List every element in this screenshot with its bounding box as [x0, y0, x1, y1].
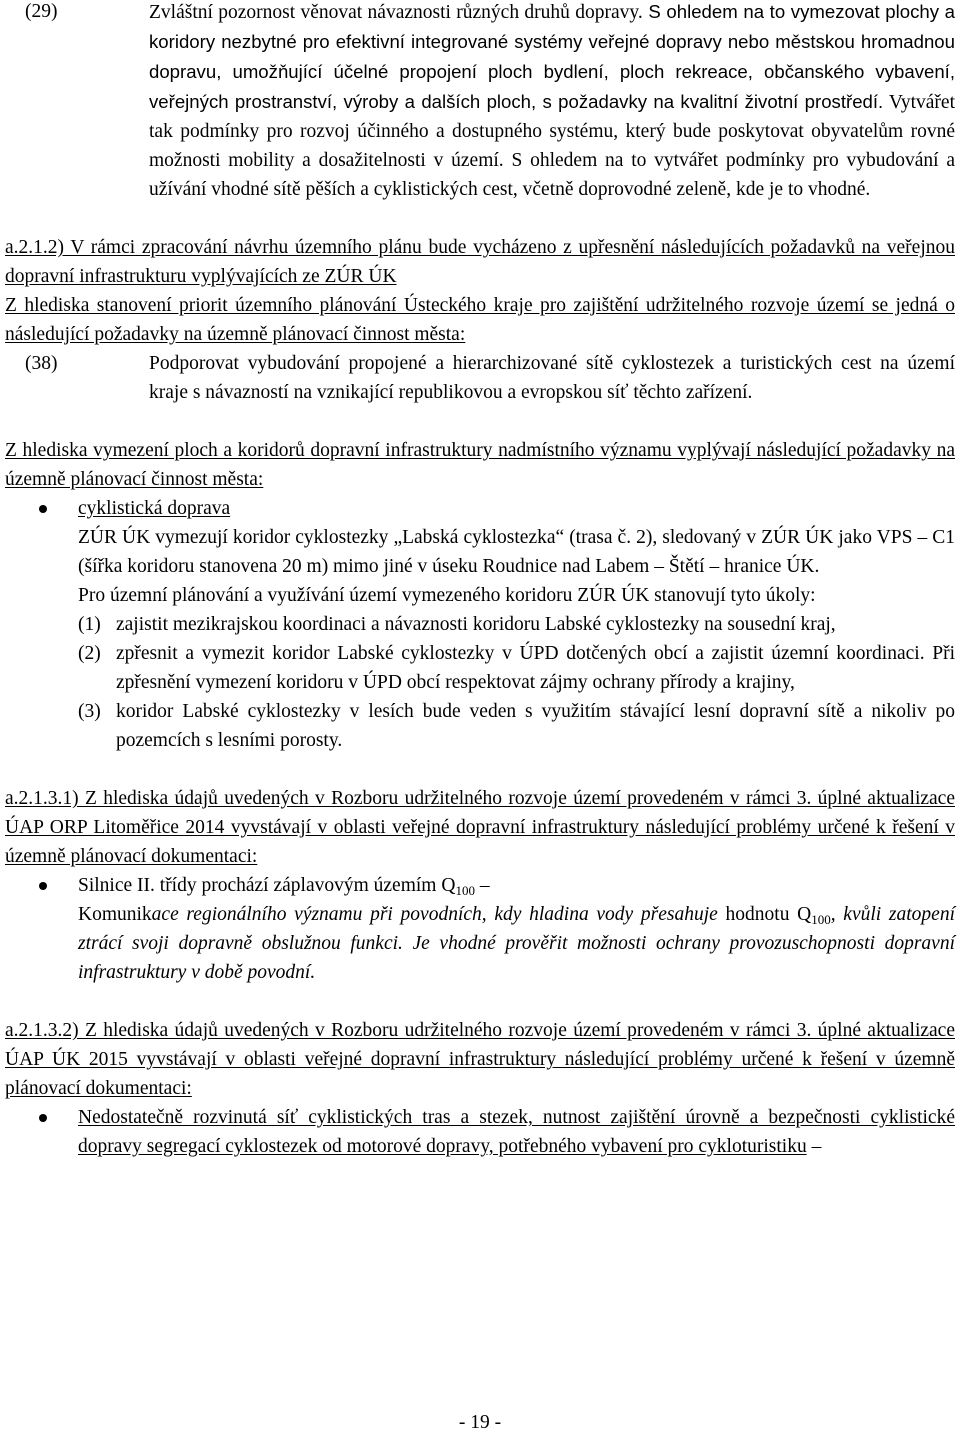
- paragraph-number: (29): [25, 1, 58, 22]
- bullet-item: [5, 494, 955, 523]
- task-item: [5, 639, 955, 697]
- bullet-label: cyklistická doprava: [78, 498, 231, 519]
- body-text: hodnotu Q: [717, 904, 812, 925]
- bullet-label: Nedostatečně rozvinutá síť cyklistických tras a stezek, nutnost zajištění úrovně a bezpečnosti cyklistické dopravy segregací cyklostezek od motorové dopravy, potřebného vybavení pro cykloturistiku: [78, 1107, 955, 1157]
- paragraph-text: S ohledem na to vytvářet podmínky pro vybudování a užívání vhodné sítě pěších a cyklistických cest, včetně doprovodné zeleně, kde je to vhodné.: [149, 150, 955, 200]
- section-subheading: Z hlediska vymezení ploch a koridorů dopravní infrastruktury nadmístního významu vyplývají následující požadavky na územně plánovací činnost města:: [5, 440, 955, 490]
- paragraph-text: Podporovat vybudování propojené a hierarchizované sítě cyklostezek a turistických cest na území kraje s návazností na vznikající republikovou a evropskou síť těchto zařízení.: [149, 353, 955, 403]
- task-number: (3): [78, 701, 101, 722]
- dash: –: [474, 875, 490, 896]
- task-item: [5, 697, 955, 755]
- section-heading: a.2.1.3.1) Z hlediska údajů uvedených v Rozboru udržitelného rozvoje území provedeném v rámci 3. úplné aktualizace ÚAP ORP Litoměřice 2014 vyvstávají v oblasti veřejné dopravní infrastruktury následující problémy určené k řešení v územně plánovací dokumentaci:: [5, 788, 955, 867]
- paragraph-number: (38): [25, 353, 58, 374]
- section-heading: a.2.1.3.2) Z hlediska údajů uvedených v Rozboru udržitelného rozvoje území provedeném v rámci 3. úplné aktualizace ÚAP ÚK 2015 vyvstávají v oblasti veřejné dopravní infrastruktury následující problémy určené k řešení v územně plánovací dokumentaci:: [5, 1020, 955, 1099]
- task-item: [5, 610, 955, 639]
- bullet-item: [5, 871, 955, 900]
- body-text-italic: ace regionálního významu při povodních, kdy hladina vody přesahuje: [151, 904, 718, 925]
- bullet-label: Silnice II. třídy prochází záplavovým územím Q: [78, 875, 456, 896]
- paragraph-text: Vytvářet tak podmínky pro rozvoj účinného a dostupného systému, který bude poskytovat obyvatelům rovné možnosti mobility a dosažitelnosti v území.: [149, 92, 955, 171]
- body-text: Komunik: [78, 904, 152, 925]
- bullet-item: [5, 1103, 955, 1161]
- paragraph-text: S ohledem na to vymezovat plochy a koridory nezbytné pro efektivní integrované systémy veřejné dopravy nebo městskou hromadnou dopravu, umožňující účelné propojení ploch bydlení, ploch rekreace, občanského vybavení, veřejných prostranství, výroby a dalších ploch, s požadavky na kvalitní životní prostředí.: [149, 1, 955, 112]
- paragraph-text: Zvláštní pozornost věnovat návaznosti různých druhů dopravy.: [149, 2, 643, 23]
- task-text: zajistit mezikrajskou koordinaci a návaznosti koridoru Labské cyklostezky na sousední kraj,: [116, 614, 836, 635]
- subscript: 100: [455, 883, 475, 898]
- paragraph-29: [5, 0, 955, 204]
- bullet-icon: [39, 505, 47, 513]
- task-number: (1): [78, 614, 101, 635]
- section-subheading: Z hlediska stanovení priorit územního plánování Ústeckého kraje pro zajištění udržitelného rozvoje území se jedná o následující požadavky na územně plánovací činnost města:: [5, 295, 955, 345]
- subscript: 100: [811, 912, 831, 927]
- task-text: zpřesnit a vymezit koridor Labské cyklostezky v ÚPD dotčených obcí a zajistit územní koordinaci. Při zpřesnění vymezení koridoru v ÚPD obcí respektovat zájmy ochrany přírody a krajiny,: [116, 643, 955, 693]
- bullet-icon: [39, 1114, 47, 1122]
- section-heading: a.2.1.2) V rámci zpracování návrhu územního plánu bude vycházeno z upřesnění následujících požadavků na veřejnou dopravní infrastrukturu vyplývajících ze ZÚR ÚK: [5, 237, 955, 287]
- task-number: (2): [78, 643, 101, 664]
- body-text-italic: , kvůli zatopení ztrácí svoji dopravně obslužnou funkci. Je vhodné prověřit možnosti ochrany provozuschopnosti dopravní infrastruktury v době povodní.: [78, 904, 955, 983]
- bullet-body: [5, 900, 955, 987]
- page-number: - 19 -: [458, 1412, 502, 1433]
- paragraph-38: [5, 349, 955, 407]
- bullet-body: Pro územní plánování a využívání území vymezeného koridoru ZÚR ÚK stanovují tyto úkoly:: [78, 585, 816, 606]
- bullet-icon: [39, 882, 47, 890]
- bullet-body: ZÚR ÚK vymezují koridor cyklostezky „Labská cyklostezka“ (trasa č. 2), sledovaný v ZÚR ÚK jako VPS – C1 (šířka koridoru stanovena 20 m) mimo jiné v úseku Roudnice nad Labem – Štětí – hranice ÚK.: [78, 527, 955, 577]
- document-page: [5, 0, 955, 1161]
- task-text: koridor Labské cyklostezky v lesích bude veden s využitím stávající lesní dopravní sítě a nikoliv po pozemcích s lesními porosty.: [116, 701, 955, 751]
- dash: –: [806, 1136, 822, 1157]
